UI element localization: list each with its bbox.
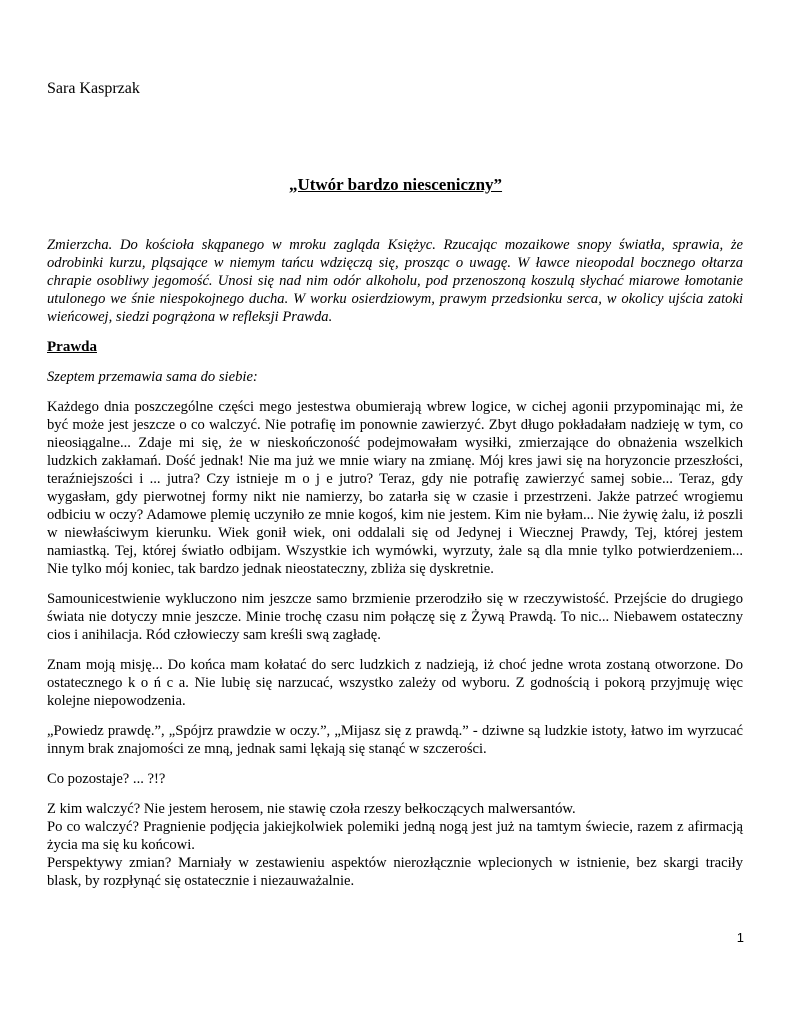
author-name: Sara Kasprzak [47,80,140,97]
body-paragraph: Co pozostaje? ... ?!? [47,771,166,787]
body-paragraph: Znam moją misję... Do końca mam kołatać do serc ludzkich z nadzieją, iż choć jedne wrota zostaną otworzone. Do ostatecznego k o ń c a. Nie lubię się narzucać, wszystko zależy od wyboru. Z godnością i pokorą przyjmuję więc kolejne niepowodzenia. [47,657,743,709]
closing-line: Z kim walczyć? Nie jestem herosem, nie stawię czoła rzeszy bełkoczących malwersantów. [47,801,576,817]
document-body [47,236,743,890]
section-heading [47,338,743,356]
closing-line: Perspektywy zmian? Marniały w zestawieniu aspektów nierozłącznie wplecionych w istnienie, bez skargi traciły blask, by rozpłynąć się ostatecznie i niezauważalnie. [47,855,743,889]
body-paragraph: „Powiedz prawdę.”, „Spójrz prawdzie w oczy.”, „Mijasz się z prawdą.” - dziwne są ludzkie istoty, łatwo im wyrzucać innym brak znajomości ze mną, jednak sami lękają się stanąć w szczerości. [47,723,743,757]
intro-paragraph: Zmierzcha. Do kościoła skąpanego w mroku zagląda Księżyc. Rzucając mozaikowe snopy światła, sprawia, że odrobinki kurzu, pląsające w niemym tańcu wdzięczą się, prosząc o uwagę. W ławce nieopodal bocznego ołtarza chrapie osobliwy jegomość. Unosi się nad nim odór alkoholu, pod przenoszoną koszulą słychać miarowe łomotanie utulonego we śnie niespokojnego ducha. W worku osierdziowym, prawym przedsionku serca, w okolicy ujścia zatoki wieńcowej, siedzi pogrążona w refleksji Prawda. [47,237,743,325]
document-title: „Utwór bardzo niesceniczny” [288,175,503,194]
body-paragraph: Samounicestwienie wykluczono nim jeszcze samo brzmienie przerodziło się w rzeczywistość. Przejście do drugiego świata nie dotyczy mnie jeszcze. Minie trochę czasu nim połączę się z Żywą Prawdą. To nic... Niebawem ostateczny cios i anihilacja. Ród człowieczy sam kreśli swą zagładę. [47,591,743,643]
body-paragraph: Każdego dnia poszczególne części mego jestestwa obumierają wbrew logice, w cichej agonii przypominając mi, że być może jest jeszcze o co walczyć. Nie potrafię im ponownie zawierzyć. Zbyt długo pokładałam nadzieję w tym, co nieosiągalne... Zdaje mi się, że w nieskończoność podejmowałam wysiłki, zmierzające do obnażenia wszelkich ludzkich zakłamań. Dość jednak! Nie ma już we mnie wiary na zmianę. Mój kres jawi się na horyzoncie przeszłości, teraźniejszości i ... jutra? Czy istnieje m o j e jutro? Teraz, gdy nie potrafię zawierzyć samej sobie... Teraz, gdy wygasłam, gdy pierwotnej formy nikt nie namierzy, bo zatarła się w czasie i przestrzeni. Jakże patrzeć wrogiemu odbiciu w oczy? Adamowe plemię uczyniło ze mnie kogoś, kim nie jestem. Kim nie byłam... Nie żywię żalu, iż poszli w niewłaściwym kierunku. Wiek gonił wiek, oni oddalali się od Jedynej i Wiecznej Prawdy, Tej, której jestem namiastką. Tej, której światło odbijam. Wszystkie ich wymówki, wyrzuty, żale są dla mnie tylko potwierdzeniem... Nie tylko mój koniec, tak bardzo jednak nieostateczny, zbliża się dyskretnie. [47,399,743,577]
section-heading-text: Prawda [47,339,97,355]
page-number: 1 [736,930,744,945]
stage-direction: Szeptem przemawia sama do siebie: [47,369,258,385]
closing-line: Po co walczyć? Pragnienie podjęcia jakiejkolwiek polemiki jedną nogą jest już na tamtym świecie, razem z afirmacją życia ma się ku końcowi. [47,819,743,853]
